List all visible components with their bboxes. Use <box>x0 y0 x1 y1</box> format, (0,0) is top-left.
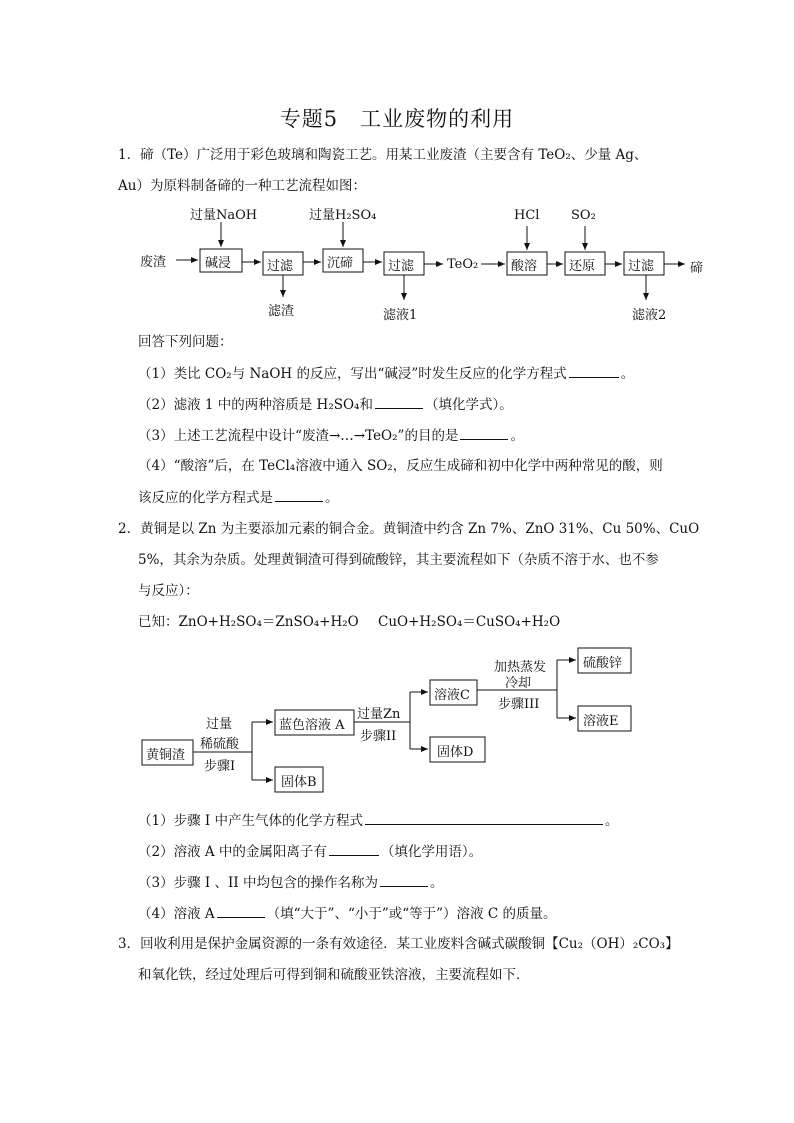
q2-sub1-blank[interactable] <box>365 810 603 825</box>
q1-prompt: 回答下列问题： <box>138 334 233 350</box>
q1-sub4-line1: （4）“酸溶”后，在 TeCl₄溶液中通入 SO₂，反应生成碲和初中化学中两种常见的酸，则 <box>138 458 663 474</box>
flow1-step-suanrong: 酸溶 <box>511 259 538 274</box>
q1-sub4-line2: 该反应的化学方程式是 。 <box>138 487 339 508</box>
q2-sub3-blank[interactable] <box>380 872 428 887</box>
flow2-r1-top: 过量 <box>206 717 233 732</box>
page-title: 专题5 工业废物的利用 <box>279 107 515 131</box>
flow2-r3-mid: 冷却 <box>505 676 532 691</box>
q2-sub1: （1）步骤 I 中产生气体的化学方程式 。 <box>138 810 619 831</box>
q3-line2: 和氧化铁，经过处理后可得到铜和硫酸亚铁溶液，主要流程如下． <box>138 967 530 983</box>
flow2-znso4: 硫酸锌 <box>583 656 623 671</box>
flow1-intermediate: TeO₂ <box>447 257 479 272</box>
flow1-step-guolv1: 过滤 <box>267 259 294 274</box>
q1-sub3: （3）上述工艺流程中设计“废渣→…→TeO₂”的目的是 。 <box>138 425 524 446</box>
q1-sub1: （1）类比 CO₂与 NaOH 的反应，写出“碱浸”时发生反应的化学方程式 。 <box>138 363 634 384</box>
flow1-step-guolv2: 过滤 <box>388 259 415 274</box>
flow2-r1-step: 步骤I <box>204 759 236 774</box>
q1-sub2-blank[interactable] <box>375 394 423 409</box>
flow2-r2-step: 步骤II <box>360 729 397 744</box>
flow2-r3-top: 加热蒸发 <box>494 660 547 675</box>
flow1-out-lvzha: 滤渣 <box>268 304 295 319</box>
flow2-solA: 蓝色溶液 A <box>279 718 345 733</box>
q3-number: 3． <box>118 936 141 952</box>
flow2-solC: 溶液C <box>434 688 470 703</box>
q2-intro-line2: 5%，其余为杂质。处理黄铜渣可得到硫酸锌，其主要流程如下（杂质不溶于水、也不参 <box>138 552 659 568</box>
flow2-r1-mid: 稀硫酸 <box>200 737 240 752</box>
q2-number: 2． <box>118 521 141 537</box>
q2-sub4: （4）溶液 A （填“大于”、“小于”或“等于”）溶液 C 的质量。 <box>138 903 556 924</box>
q1-sub2: （2）滤液 1 中的两种溶质是 H₂SO₄和 （填化学式）。 <box>138 394 513 415</box>
q1-intro-line2: Au）为原料制备碲的一种工艺流程如图： <box>118 178 366 194</box>
q2-sub3: （3）步骤 I 、II 中均包含的操作名称为 。 <box>138 872 443 893</box>
q2-known: 已知：ZnO+H₂SO₄＝ZnSO₄+H₂O <box>138 614 359 630</box>
q2-sub2: （2）溶液 A 中的金属阳离子有 （填化学用语）。 <box>138 841 482 862</box>
flow1-reagent-h2so4: 过量H₂SO₄ <box>309 208 377 223</box>
flow2-r3-step: 步骤III <box>498 697 540 712</box>
flow2-solidB: 固体B <box>281 775 317 790</box>
q2-sub4-blank[interactable] <box>217 903 265 918</box>
flow1-step-guolv3: 过滤 <box>628 259 655 274</box>
flow2-start: 黄铜渣 <box>146 748 186 763</box>
flow2-solidD: 固体D <box>437 745 474 760</box>
q1-sub4-blank[interactable] <box>275 487 323 502</box>
q1-number: 1． <box>118 147 141 163</box>
q2-intro-line3: 与反应）： <box>138 583 199 599</box>
flow1-start: 废渣 <box>140 255 167 270</box>
q1-sub1-blank[interactable] <box>569 363 619 378</box>
q2-eq1: ZnO+H₂SO₄＝ZnSO₄+H₂O <box>178 614 359 630</box>
flow2-solE: 溶液E <box>583 714 619 729</box>
q1-sub3-blank[interactable] <box>460 425 508 440</box>
flow1-product: 碲 <box>690 261 704 276</box>
flow1-out-lvye2: 滤液2 <box>632 308 667 323</box>
flow1-out-lvye1: 滤液1 <box>383 308 418 323</box>
flow1-reagent-naoh: 过量NaOH <box>190 208 258 223</box>
flow1-step-jianjin: 碱浸 <box>205 256 232 271</box>
flow1-reagent-hcl: HCl <box>514 208 540 223</box>
flow1-reagent-so2: SO₂ <box>571 208 596 223</box>
q2-intro-line1: 2．黄铜是以 Zn 为主要添加元素的铜合金。黄铜渣中约含 Zn 7%、ZnO 31%、Cu 50%、CuO <box>118 521 700 537</box>
q2-sub2-blank[interactable] <box>329 841 379 856</box>
flow1-step-chendi: 沉碲 <box>327 256 354 271</box>
q3-line1: 3．回收利用是保护金属资源的一条有效途径．某工业废料含碱式碳酸铜【Cu₂（OH）₂CO₃】 <box>118 936 679 952</box>
flow2-r2-top: 过量Zn <box>357 707 401 722</box>
q2-eq2: CuO+H₂SO₄＝CuSO₄+H₂O <box>378 614 561 630</box>
q1-intro-line1: 1．碲（Te）广泛用于彩色玻璃和陶瓷工艺。用某工业废渣（主要含有 TeO₂、少量 Ag、 <box>118 147 648 163</box>
flow1-step-huanyuan: 还原 <box>569 259 596 274</box>
